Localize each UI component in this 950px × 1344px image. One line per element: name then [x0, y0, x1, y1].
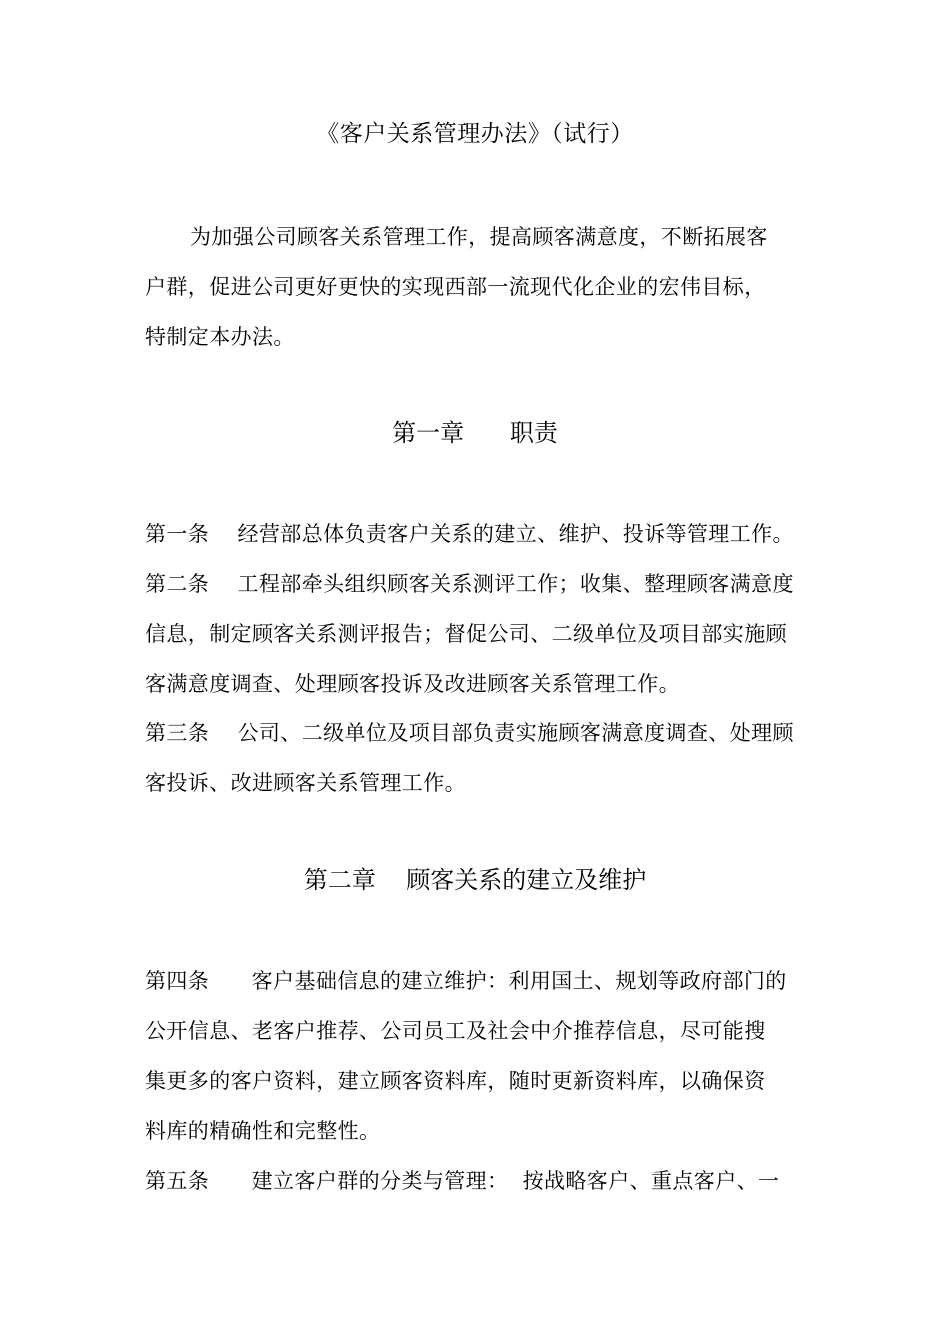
- article-line: 客投诉、改进顾客关系管理工作。: [145, 771, 466, 795]
- intro-line: 为加强公司顾客关系管理工作，提高顾客满意度，不断拓展客: [190, 225, 768, 249]
- intro-line: 户群，促进公司更好更快的实现西部一流现代化企业的宏伟目标，: [145, 275, 766, 299]
- intro-line: 特制定本办法。: [145, 325, 295, 349]
- chapter-heading: 第一章 职责: [392, 419, 558, 447]
- article-line: 第五条 建立客户群的分类与管理： 按战略客户、重点客户、一: [145, 1169, 780, 1193]
- article-line: 第四条 客户基础信息的建立维护：利用国土、规划等政府部门的: [145, 969, 787, 993]
- article-line: 第一条 经营部总体负责客户关系的建立、维护、投诉等管理工作。: [145, 522, 794, 546]
- article-line: 客满意度调查、处理顾客投诉及改进顾客关系管理工作。: [145, 672, 680, 696]
- article-line: 信息，制定顾客关系测评报告；督促公司、二级单位及项目部实施顾: [145, 622, 787, 646]
- article-line: 第二条 工程部牵头组织顾客关系测评工作；收集、整理顾客满意度: [145, 572, 794, 596]
- chapter-heading: 第二章 顾客关系的建立及维护: [303, 866, 647, 894]
- article-line: 料库的精确性和完整性。: [145, 1119, 381, 1143]
- article-line: 第三条 公司、二级单位及项目部负责实施顾客满意度调查、处理顾: [145, 721, 794, 745]
- article-line: 集更多的客户资料，建立顾客资料库，随时更新资料库，以确保资: [145, 1069, 766, 1093]
- article-line: 公开信息、老客户推荐、公司员工及社会中介推荐信息，尽可能搜: [145, 1019, 766, 1043]
- document-title: 《客户关系管理办法》（试行）: [316, 121, 634, 147]
